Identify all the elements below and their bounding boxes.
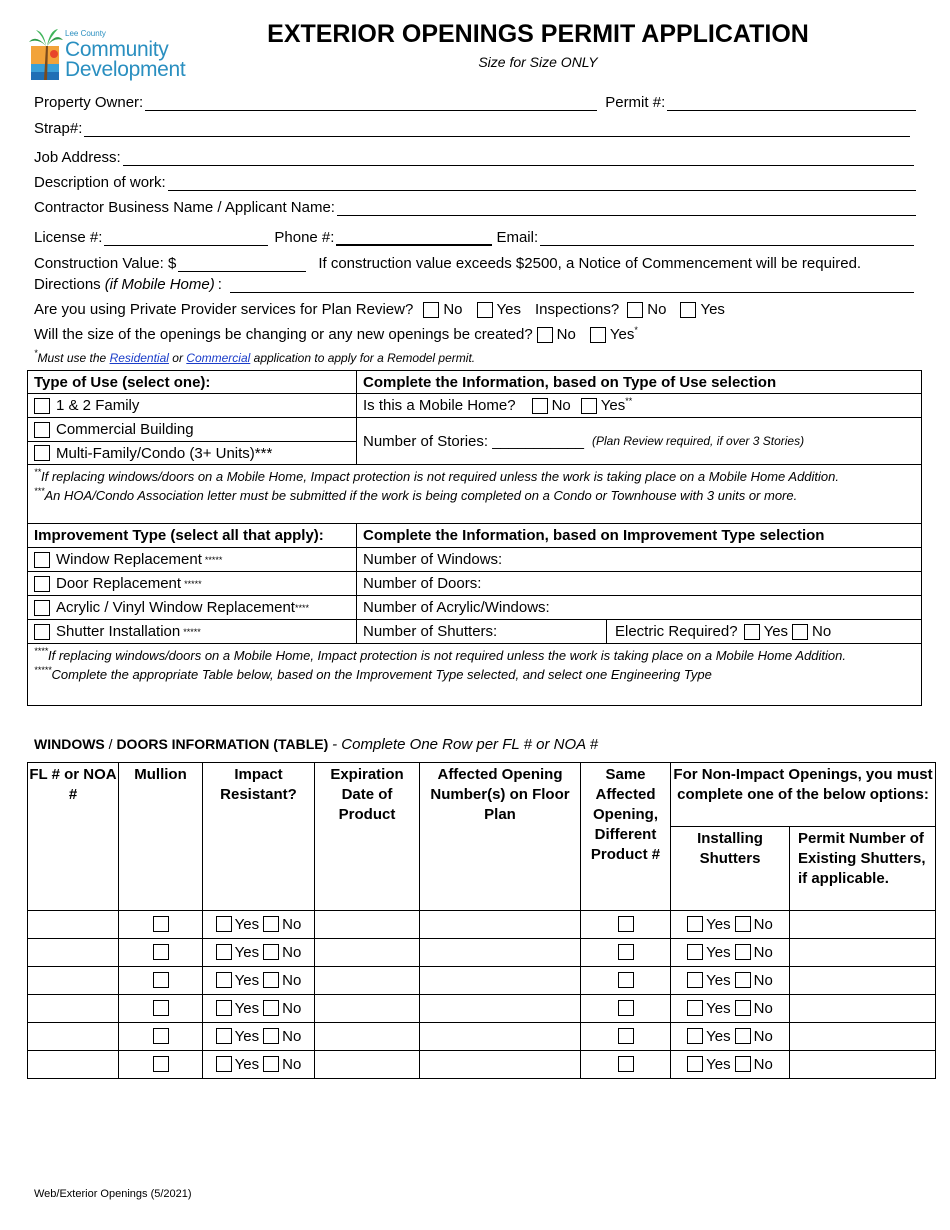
col-permit-number-header: Permit Number of Existing Shutters, if applicable. [790, 827, 936, 911]
same-opening-cell [581, 967, 671, 995]
acrylic-vinyl-checkbox[interactable] [34, 600, 50, 616]
same-opening-checkbox[interactable] [618, 1028, 634, 1044]
use-1-2-family-label: 1 & 2 Family [56, 397, 140, 414]
property-owner-field[interactable] [145, 96, 597, 111]
shutters-yes-checkbox[interactable] [687, 972, 703, 988]
remodel-note [34, 348, 476, 365]
windows-doors-table-body [28, 911, 936, 1079]
logo-development-text: Development [65, 58, 186, 81]
affected-opening-cell[interactable] [420, 911, 581, 939]
private-provider-row [34, 301, 729, 318]
notice-of-commencement-note: If construction value exceeds $2500, a Notice of Commencement will be required. [318, 255, 862, 272]
expiration-cell[interactable] [315, 995, 420, 1023]
shutters-yes-checkbox[interactable] [687, 1000, 703, 1016]
impact-no-checkbox[interactable] [263, 916, 279, 932]
permit-number-cell[interactable] [790, 995, 936, 1023]
description-field[interactable] [168, 176, 916, 191]
shutters-yes-label: Yes [706, 1056, 731, 1073]
windows-title-slash: / [108, 736, 113, 752]
commercial-link[interactable]: Commercial [186, 351, 251, 365]
installing-shutters-cell [671, 1051, 790, 1079]
col-same-opening-header: Same Affected Opening, Different Product # [581, 763, 671, 911]
contractor-row [34, 199, 920, 216]
openings-changing-question: Will the size of the openings be changing or any new openings be created? [34, 326, 533, 343]
impact-yes-label: Yes [234, 1000, 260, 1017]
impact-yes-checkbox[interactable] [216, 972, 232, 988]
impact-no-checkbox[interactable] [263, 944, 279, 960]
same-opening-cell [581, 1051, 671, 1079]
contractor-field[interactable] [337, 201, 916, 216]
shutters-yes-label: Yes [706, 916, 731, 933]
table-row [28, 995, 936, 1023]
shutters-no-checkbox[interactable] [735, 1000, 751, 1016]
openings-no-label: No [556, 326, 576, 343]
shutters-no-label: No [753, 1028, 773, 1045]
windows-doors-section-title [34, 736, 598, 753]
form-footer: Web/Exterior Openings (5/2021) [34, 1188, 192, 1200]
col-expiration-header: Expiration Date of Product [315, 763, 420, 911]
job-address-field[interactable] [123, 151, 914, 166]
owner-permit-row [34, 94, 920, 111]
inspections-question: Inspections? [535, 301, 620, 318]
impact-yes-checkbox[interactable] [216, 944, 232, 960]
permit-number-cell[interactable] [790, 1051, 936, 1079]
private-provider-question: Are you using Private Provider services for Plan Review? [34, 301, 414, 318]
affected-opening-cell[interactable] [420, 939, 581, 967]
shutter-installation-checkbox[interactable] [34, 624, 50, 640]
use-option-row [28, 418, 357, 442]
table-row [28, 1051, 936, 1079]
improvement-footnote-mobile-home [34, 646, 915, 665]
strap-label: Strap#: [34, 120, 83, 137]
impact-yes-label: Yes [234, 944, 260, 961]
improvement-type-table [27, 524, 922, 706]
impact-cell [203, 995, 315, 1023]
col-affected-opening-header: Affected Opening Number(s) on Floor Plan [420, 763, 581, 911]
stories-note: (Plan Review required, if over 3 Stories) [591, 434, 805, 448]
mobile-home-question: Is this a Mobile Home? [363, 397, 516, 414]
page-title: EXTERIOR OPENINGS PERMIT APPLICATION [267, 20, 809, 48]
openings-no-checkbox[interactable] [537, 327, 553, 343]
impact-cell [203, 1023, 315, 1051]
directions-label: Directions [34, 276, 101, 293]
same-opening-checkbox[interactable] [618, 944, 634, 960]
email-field[interactable] [540, 231, 914, 246]
use-footnote-hoa [34, 486, 915, 505]
shutters-yes-checkbox[interactable] [687, 1056, 703, 1072]
improvement-row: Shutter Installation ***** [28, 620, 357, 644]
electric-yes-label: Yes [763, 623, 789, 640]
impact-yes-checkbox[interactable] [216, 916, 232, 932]
impact-yes-label: Yes [234, 1028, 260, 1045]
installing-shutters-cell [671, 967, 790, 995]
remodel-note-or: or [172, 351, 183, 365]
impact-cell [203, 911, 315, 939]
improvement-row: Acrylic / Vinyl Window Replacement **** [28, 596, 357, 620]
use-multifamily-checkbox[interactable] [34, 445, 50, 461]
same-opening-cell [581, 939, 671, 967]
mullion-cell [119, 1023, 203, 1051]
description-label: Description of work: [34, 174, 166, 191]
expiration-cell[interactable] [315, 911, 420, 939]
permit-number-cell[interactable] [790, 967, 936, 995]
license-label: License #: [34, 229, 103, 246]
shutters-yes-checkbox[interactable] [687, 916, 703, 932]
use-table-footnotes [28, 467, 921, 505]
mullion-checkbox[interactable] [153, 916, 169, 932]
directions-row [34, 276, 918, 293]
col-mullion-header: Mullion [119, 763, 203, 911]
number-of-acrylic-field[interactable]: Number of Acrylic/Windows: [357, 596, 921, 620]
window-replacement-checkbox[interactable] [34, 552, 50, 568]
impact-cell [203, 967, 315, 995]
use-option-row [28, 394, 357, 418]
openings-yes-star: * [634, 325, 638, 335]
impact-no-label: No [282, 1056, 302, 1073]
palm-tree-logo-icon [28, 24, 64, 82]
mullion-cell [119, 939, 203, 967]
improvement-footnote-table [34, 665, 915, 684]
shutters-no-checkbox[interactable] [735, 1056, 751, 1072]
affected-opening-cell[interactable] [420, 995, 581, 1023]
permit-number-field[interactable] [667, 96, 916, 111]
use-info-header: Complete the Information, based on Type of Use selection [357, 371, 921, 394]
table-row [28, 911, 936, 939]
windows-doors-table [27, 762, 936, 1079]
same-opening-checkbox[interactable] [618, 916, 634, 932]
permit-number-cell[interactable] [790, 911, 936, 939]
impact-no-checkbox[interactable] [263, 1000, 279, 1016]
shutters-yes-label: Yes [706, 1028, 731, 1045]
directions-field[interactable] [230, 278, 914, 293]
electric-yes-checkbox[interactable] [744, 624, 760, 640]
shutters-no-checkbox[interactable] [735, 916, 751, 932]
mullion-cell [119, 911, 203, 939]
use-footnote-1-star: ** [34, 467, 42, 477]
openings-yes-label [610, 326, 638, 343]
electric-no-checkbox[interactable] [792, 624, 808, 640]
shutters-yes-checkbox[interactable] [687, 944, 703, 960]
job-address-label: Job Address: [34, 149, 121, 166]
shutters-no-checkbox[interactable] [735, 1028, 751, 1044]
directions-colon: : [217, 276, 222, 293]
door-replacement-checkbox[interactable] [34, 576, 50, 592]
use-commercial-checkbox[interactable] [34, 422, 50, 438]
number-of-doors-field[interactable]: Number of Doors: [357, 572, 921, 596]
expiration-cell[interactable] [315, 1023, 420, 1051]
license-phone-email-row [34, 229, 918, 246]
impact-no-checkbox[interactable] [263, 972, 279, 988]
fl-noa-cell[interactable] [28, 1051, 119, 1079]
shutters-no-checkbox[interactable] [735, 972, 751, 988]
fl-noa-cell[interactable] [28, 967, 119, 995]
mobile-home-row [357, 394, 921, 418]
mullion-checkbox[interactable] [153, 972, 169, 988]
improvement-row: Door Replacement ***** [28, 572, 357, 596]
fl-noa-cell[interactable] [28, 1023, 119, 1051]
use-footnote-2-text: An HOA/Condo Association letter must be submitted if the work is being completed on a Condo or Townhouse with 3 units or more. [44, 488, 798, 503]
table-title: (TABLE) [273, 736, 329, 752]
use-footnote-mobile-home [34, 467, 915, 486]
same-opening-checkbox[interactable] [618, 1000, 634, 1016]
logo-community-text: Community [65, 38, 169, 61]
expiration-cell[interactable] [315, 967, 420, 995]
affected-opening-cell[interactable] [420, 1051, 581, 1079]
construction-value-row [34, 255, 904, 272]
electric-required-label: Electric Required? [615, 623, 738, 640]
mullion-checkbox[interactable] [153, 944, 169, 960]
doors-title: DOORS INFORMATION [116, 736, 270, 752]
mobile-home-yes-text: Yes [600, 397, 626, 414]
residential-link[interactable]: Residential [109, 351, 169, 365]
remodel-note-star: * [34, 348, 38, 358]
improvement-footnote-1-text: If replacing windows/doors on a Mobile Home, Impact protection is not required unless the work is taking place on a Mobile Home Addition. [48, 648, 846, 663]
use-1-2-family-checkbox[interactable] [34, 398, 50, 414]
shutters-no-label: No [753, 972, 773, 989]
acrylic-vinyl-label: Acrylic / Vinyl Window Replacement [56, 599, 295, 616]
affected-opening-cell[interactable] [420, 967, 581, 995]
directions-mobile-home-label: (if Mobile Home) [104, 276, 215, 293]
table-row [28, 1023, 936, 1051]
col-non-impact-header: For Non-Impact Openings, you must complete one of the below options: [671, 763, 936, 827]
mobile-home-yes-checkbox[interactable] [581, 398, 597, 414]
expiration-cell[interactable] [315, 939, 420, 967]
mullion-cell [119, 967, 203, 995]
remodel-note-post: application to apply for a Remodel permit. [253, 351, 476, 365]
impact-no-label: No [282, 1028, 302, 1045]
contractor-label: Contractor Business Name / Applicant Name: [34, 199, 335, 216]
expiration-cell[interactable] [315, 1051, 420, 1079]
phone-field[interactable] [336, 230, 492, 246]
inspections-no-label: No [647, 301, 667, 318]
plan-review-no-label: No [443, 301, 463, 318]
strap-field[interactable] [84, 122, 910, 137]
number-of-windows-field[interactable]: Number of Windows: [357, 548, 921, 572]
openings-yes-text: Yes [609, 326, 635, 343]
col-impact-header: Impact Resistant? [203, 763, 315, 911]
installing-shutters-cell [671, 1023, 790, 1051]
same-opening-cell [581, 1023, 671, 1051]
mullion-cell [119, 1051, 203, 1079]
mobile-home-yes-label [601, 397, 633, 414]
impact-yes-checkbox[interactable] [216, 1028, 232, 1044]
mullion-checkbox[interactable] [153, 1028, 169, 1044]
shutters-no-label: No [753, 944, 773, 961]
improvement-row: Window Replacement ***** [28, 548, 357, 572]
improvement-table-footnotes [28, 646, 921, 684]
plan-review-yes-checkbox[interactable] [477, 302, 493, 318]
same-opening-cell [581, 911, 671, 939]
permit-number-cell[interactable] [790, 1023, 936, 1051]
stories-row [357, 418, 921, 465]
impact-yes-label: Yes [234, 916, 260, 933]
impact-no-label: No [282, 944, 302, 961]
shutters-yes-checkbox[interactable] [687, 1028, 703, 1044]
stories-label[interactable]: Number of Stories: ___________ [363, 432, 584, 450]
number-of-shutters-field[interactable]: Number of Shutters: [357, 620, 607, 644]
improvement-info-header: Complete the Information, based on Improvement Type selection [357, 524, 921, 548]
same-opening-cell [581, 995, 671, 1023]
impact-yes-checkbox[interactable] [216, 1056, 232, 1072]
remodel-note-pre: Must use the [37, 351, 107, 365]
fl-noa-cell[interactable] [28, 995, 119, 1023]
shutters-no-label: No [753, 1000, 773, 1017]
shutters-yes-label: Yes [706, 944, 731, 961]
improvement-footnote-1-star: **** [34, 646, 49, 656]
windows-title: WINDOWS [34, 736, 105, 752]
inspections-no-checkbox[interactable] [627, 302, 643, 318]
shutters-no-label: No [753, 1056, 773, 1073]
electric-required-row [607, 620, 921, 644]
window-replacement-label: Window Replacement [56, 551, 202, 568]
installing-shutters-cell [671, 995, 790, 1023]
use-footnote-2-star: *** [34, 486, 45, 496]
license-field[interactable] [104, 231, 268, 246]
impact-yes-label: Yes [234, 972, 260, 989]
shutter-installation-label: Shutter Installation [56, 623, 181, 640]
page-subtitle: Size for Size ONLY [478, 54, 598, 70]
same-opening-checkbox[interactable] [618, 972, 634, 988]
installing-shutters-cell [671, 939, 790, 967]
fl-noa-cell[interactable] [28, 911, 119, 939]
door-replacement-label: Door Replacement [56, 575, 182, 592]
improvement-type-header: Improvement Type (select all that apply): [28, 524, 357, 548]
type-of-use-header: Type of Use (select one): [28, 371, 357, 394]
phone-label: Phone #: [274, 229, 335, 246]
strap-row [34, 120, 914, 137]
use-multifamily-label: Multi-Family/Condo (3+ Units)*** [56, 444, 273, 462]
impact-no-checkbox[interactable] [263, 1056, 279, 1072]
permit-number-cell[interactable] [790, 939, 936, 967]
installing-shutters-cell [671, 911, 790, 939]
mullion-checkbox[interactable] [153, 1056, 169, 1072]
col-fl-noa-header: FL # or NOA # [28, 763, 119, 911]
openings-yes-checkbox[interactable] [590, 327, 606, 343]
improvement-footnote-2-star: ***** [34, 665, 52, 675]
openings-changing-row [34, 326, 642, 343]
shutters-no-label: No [753, 916, 773, 933]
mullion-cell [119, 995, 203, 1023]
impact-cell [203, 939, 315, 967]
use-footnote-1-text: If replacing windows/doors on a Mobile Home, Impact protection is not required unless the work is taking place on a Mobile Home Addition. [41, 469, 839, 484]
job-address-row [34, 149, 918, 166]
lee-county-logo [28, 24, 198, 84]
windows-section-subtitle: - Complete One Row per FL # or NOA # [332, 736, 599, 753]
impact-yes-checkbox[interactable] [216, 1000, 232, 1016]
plan-review-yes-label: Yes [496, 301, 522, 318]
impact-no-label: No [282, 916, 302, 933]
mobile-home-yes-star: ** [625, 396, 633, 406]
impact-no-checkbox[interactable] [263, 1028, 279, 1044]
impact-no-label: No [282, 1000, 302, 1017]
property-owner-label: Property Owner: [34, 94, 144, 111]
inspections-yes-checkbox[interactable] [680, 302, 696, 318]
mullion-checkbox[interactable] [153, 1000, 169, 1016]
inspections-yes-label: Yes [700, 301, 725, 318]
table-row [28, 967, 936, 995]
logo-county-text: Lee County [65, 29, 106, 38]
use-commercial-label: Commercial Building [56, 421, 194, 438]
impact-no-label: No [282, 972, 302, 989]
permit-number-label: Permit #: [605, 94, 666, 111]
construction-value-field[interactable] [178, 257, 306, 272]
impact-yes-label: Yes [234, 1056, 260, 1073]
email-label: Email: [496, 229, 539, 246]
shutters-yes-label: Yes [706, 972, 731, 989]
fl-noa-cell[interactable] [28, 939, 119, 967]
plan-review-no-checkbox[interactable] [423, 302, 439, 318]
col-installing-shutters-header: Installing Shutters [671, 827, 790, 911]
mobile-home-no-label: No [551, 397, 571, 414]
table-row [28, 939, 936, 967]
mobile-home-no-checkbox[interactable] [532, 398, 548, 414]
same-opening-checkbox[interactable] [618, 1056, 634, 1072]
shutters-no-checkbox[interactable] [735, 944, 751, 960]
shutters-yes-label: Yes [706, 1000, 731, 1017]
improvement-footnote-2-text: Complete the appropriate Table below, based on the Improvement Type selected, and select one Engineering Type [51, 667, 712, 682]
type-of-use-table [27, 370, 922, 524]
electric-no-label: No [812, 623, 832, 640]
impact-cell [203, 1051, 315, 1079]
description-row [34, 174, 920, 191]
affected-opening-cell[interactable] [420, 1023, 581, 1051]
construction-value-label: Construction Value: $ [34, 255, 177, 272]
use-option-row [28, 442, 357, 465]
